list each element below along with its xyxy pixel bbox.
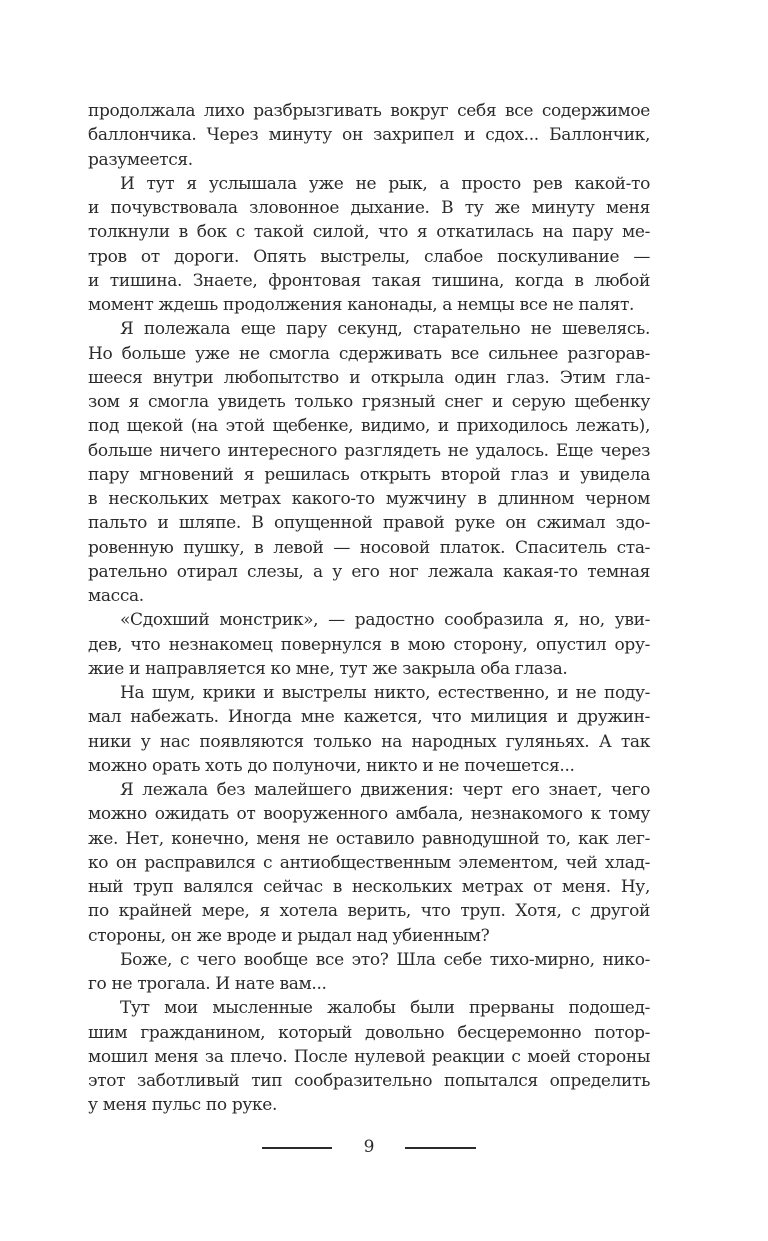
paragraph-first-line: И тут я услышала уже не рык, а просто рев какой-то [120,173,650,194]
text-line: зом я смогла увидеть только грязный снег и серую щебенку [88,392,650,412]
text-line: по крайней мере, я хотела верить, что труп. Хотя, с другой [88,901,650,922]
text-line: го не трогала. И нате вам... [88,974,327,994]
text-line: можно ожидать от вооруженного амбала, незнакомого к тому [88,804,650,825]
text-line: ко он расправился с антиобщественным элементом, чей хлад- [88,852,650,873]
body-text [88,99,650,1118]
paragraph-first-line: Я лежала без малейшего движения: черт его знает, чего [120,780,650,800]
text-line: Но больше уже не смогла сдерживать все сильнее разгорав- [88,343,650,364]
text-line: и тишина. Знаете, фронтовая такая тишина, когда в любой [88,270,650,291]
text-line: стороны, он же вроде и рыдал над убиенным? [88,925,490,946]
paragraph-first-line: На шум, крики и выстрелы никто, естественно, и не поду- [120,683,650,703]
text-line: тров от дороги. Опять выстрелы, слабое поскуливание — [88,246,650,267]
text-line: продолжала лихо разбрызгивать вокруг себя все содержимое [88,101,650,121]
text-line: рательно отирал слезы, а у его ног лежала какая-то темная [88,561,650,582]
text-line: баллончика. Через минуту он захрипел и сдох... Баллончик, [88,125,650,146]
paragraph-first-line: «Сдохший монстрик», — радостно сообразила я, но, уви- [120,610,650,631]
text-line: пальто и шляпе. В опущенной правой руке он сжимал здо- [88,513,650,534]
text-line: дев, что незнакомец повернулся в мою сторону, опустил ору- [88,634,650,655]
footer-rule-right [405,1147,476,1149]
text-line: ный труп валялся сейчас в нескольких метрах от меня. Ну, [88,877,650,897]
page-footer [0,1134,768,1160]
text-line: же. Нет, конечно, меня не оставило равнодушной то, как лег- [88,828,650,849]
text-line: пару мгновений я решилась открыть второй глаз и увидела [88,464,650,485]
text-line: шееся внутри любопытство и открыла один глаз. Этим гла- [88,367,650,388]
text-line: этот заботливый тип сообразительно попытался определить [88,1071,650,1091]
text-line: ровенную пушку, в левой — носовой платок. Спаситель ста- [88,537,650,558]
text-line: и почувствовала зловонное дыхание. В ту же минуту меня [88,198,650,218]
text-line: масса. [88,586,144,606]
text-line: разумеется. [88,149,193,170]
text-line: мошил меня за плечо. После нулевой реакции с моей стороны [88,1046,650,1067]
text-line: шим гражданином, который довольно бесцеремонно потор- [88,1022,650,1043]
text-line: можно орать хоть до полуночи, никто и не почешется... [88,755,575,776]
paragraph-first-line: Тут мои мысленные жалобы были прерваны подошед- [120,998,650,1019]
text-line: у меня пульс по руке. [88,1095,278,1116]
text-line: жие и направляется ко мне, тут же закрыла оба глаза. [88,658,568,679]
paragraph-first-line: Боже, с чего вообще все это? Шла себе тихо-мирно, нико- [120,949,650,970]
text-line: в нескольких метрах какого-то мужчину в длинном черном [88,489,650,509]
text-line: ники у нас появляются только на народных гуляньях. А так [88,731,650,752]
text-line: под щекой (на этой щебенке, видимо, и приходилось лежать), [88,416,650,437]
footer-rule-left [262,1147,332,1149]
paragraph-first-line: Я полежала еще пару секунд, старательно не шевелясь. [120,319,650,340]
text-line: толкнули в бок с такой силой, что я откатилась на пару ме- [88,222,650,243]
text-line: мал набежать. Иногда мне кажется, что милиция и дружин- [88,707,650,728]
text-line: момент ждешь продолжения канонады, а немцы все не палят. [88,295,635,315]
page-number: 9 [363,1137,375,1157]
text-line: больше ничего интересного разглядеть не удалось. Еще через [88,440,650,461]
